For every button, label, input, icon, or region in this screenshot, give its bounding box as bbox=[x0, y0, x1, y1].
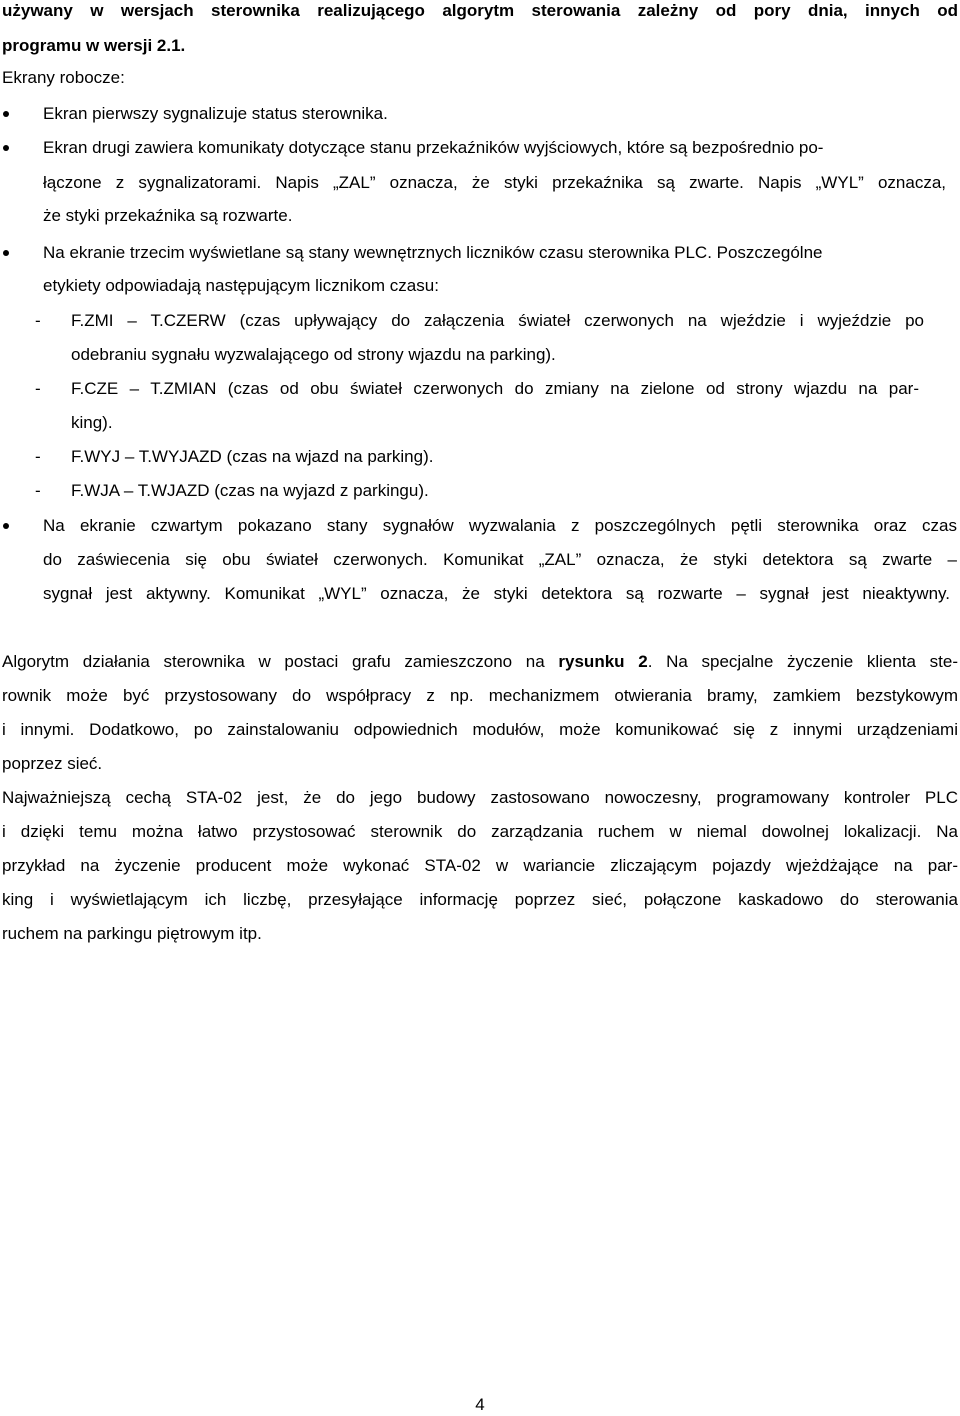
paragraph-2-line-1: Najważniejszą cechą STA-02 jest, że do jego budowy zastosowano nowoczesny, programowany kontroler PLC bbox=[2, 788, 958, 807]
page-number: 4 bbox=[475, 1395, 485, 1414]
bullet-icon bbox=[3, 111, 9, 117]
timer-2-line-1: F.CZE – T.ZMIAN (czas od obu świateł czerwonych do zmiany na zielone od strony wjazdu na par- bbox=[71, 379, 919, 398]
timer-3: F.WYJ – T.WYJAZD (czas na wjazd na parking). bbox=[71, 447, 434, 466]
paragraph-1-text-a: Algorytm działania sterownika w postaci grafu zamieszczono na bbox=[2, 652, 559, 671]
bullet-1-text: Ekran pierwszy sygnalizuje status sterownika. bbox=[43, 104, 388, 123]
list-dash: - bbox=[35, 447, 41, 466]
paragraph-1-line-2: rownik może być przystosowany do współpracy z np. mechanizmem otwierania bramy, zamkiem bezstykowym bbox=[2, 686, 958, 705]
bullet-2-line-1: Ekran drugi zawiera komunikaty dotyczące stanu przekaźników wyjściowych, które są bezpośrednio po- bbox=[43, 138, 824, 157]
list-dash: - bbox=[35, 481, 41, 500]
bullet-4-line-2: do zaświecenia się obu świateł czerwonych. Komunikat „ZAL” oznacza, że styki detektora są zwarte – bbox=[43, 550, 957, 569]
paragraph-2-line-3: przykład na życzenie producent może wykonać STA-02 w wariancie zliczającym pojazdy wjeżdżające na par- bbox=[2, 856, 958, 875]
paragraph-2-line-2: i dzięki temu można łatwo przystosować sterownik do zarządzania ruchem w niemal dowolnej lokalizacji. Na bbox=[2, 822, 958, 841]
bullet-4-line-1: Na ekranie czwartym pokazano stany sygnałów wyzwalania z poszczególnych pętli sterownika oraz czas bbox=[43, 516, 957, 535]
bullet-icon bbox=[3, 523, 9, 529]
figure-reference: rysunku 2 bbox=[558, 652, 648, 671]
bullet-3-line-1: Na ekranie trzecim wyświetlane są stany wewnętrznych liczników czasu sterownika PLC. Poszczególne bbox=[43, 243, 823, 262]
screens-heading: Ekrany robocze: bbox=[2, 68, 125, 87]
bullet-2-line-3: że styki przekaźnika są rozwarte. bbox=[43, 206, 293, 225]
bullet-icon bbox=[3, 250, 9, 256]
paragraph-2-line-4: king i wyświetlającym ich liczbę, przesyłające informację poprzez sieć, połączone kaskadowo do sterowania bbox=[2, 890, 958, 909]
bullet-icon bbox=[3, 145, 9, 151]
paragraph-2-line-5: ruchem na parkingu piętrowym itp. bbox=[2, 924, 262, 943]
paragraph-1-line-4: poprzez sieć. bbox=[2, 754, 103, 773]
timer-4: F.WJA – T.WJAZD (czas na wyjazd z parkingu). bbox=[71, 481, 429, 500]
timer-1-line-1: F.ZMI – T.CZERW (czas upływający do załączenia świateł czerwonych na wjeździe i wyjeździe po bbox=[71, 311, 924, 330]
intro-line-1: używany w wersjach sterownika realizującego algorytm sterowania zależny od pory dnia, innych od bbox=[2, 1, 958, 20]
bullet-4-line-3: sygnał jest aktywny. Komunikat „WYL” oznacza, że styki detektora są rozwarte – sygnał jest nieaktywny. bbox=[43, 584, 950, 603]
paragraph-1-line-1 bbox=[2, 651, 958, 673]
list-dash: - bbox=[35, 311, 41, 330]
bullet-3-line-2: etykiety odpowiadają następującym licznikom czasu: bbox=[43, 276, 439, 295]
timer-1-line-2: odebraniu sygnału wyzwalającego od strony wjazdu na parking). bbox=[71, 345, 556, 364]
intro-line-2: programu w wersji 2.1. bbox=[2, 36, 186, 55]
timer-2-line-2: king). bbox=[71, 413, 113, 432]
paragraph-1-text-b: . Na specjalne życzenie klienta ste- bbox=[647, 652, 958, 671]
bullet-2-line-2: łączone z sygnalizatorami. Napis „ZAL” oznacza, że styki przekaźnika są zwarte. Napis „WYL” oznacza, bbox=[43, 173, 946, 192]
paragraph-1-line-3: i innymi. Dodatkowo, po zainstalowaniu odpowiednich modułów, może komunikować się z innymi urządzeniami bbox=[2, 720, 958, 739]
list-dash: - bbox=[35, 379, 41, 398]
